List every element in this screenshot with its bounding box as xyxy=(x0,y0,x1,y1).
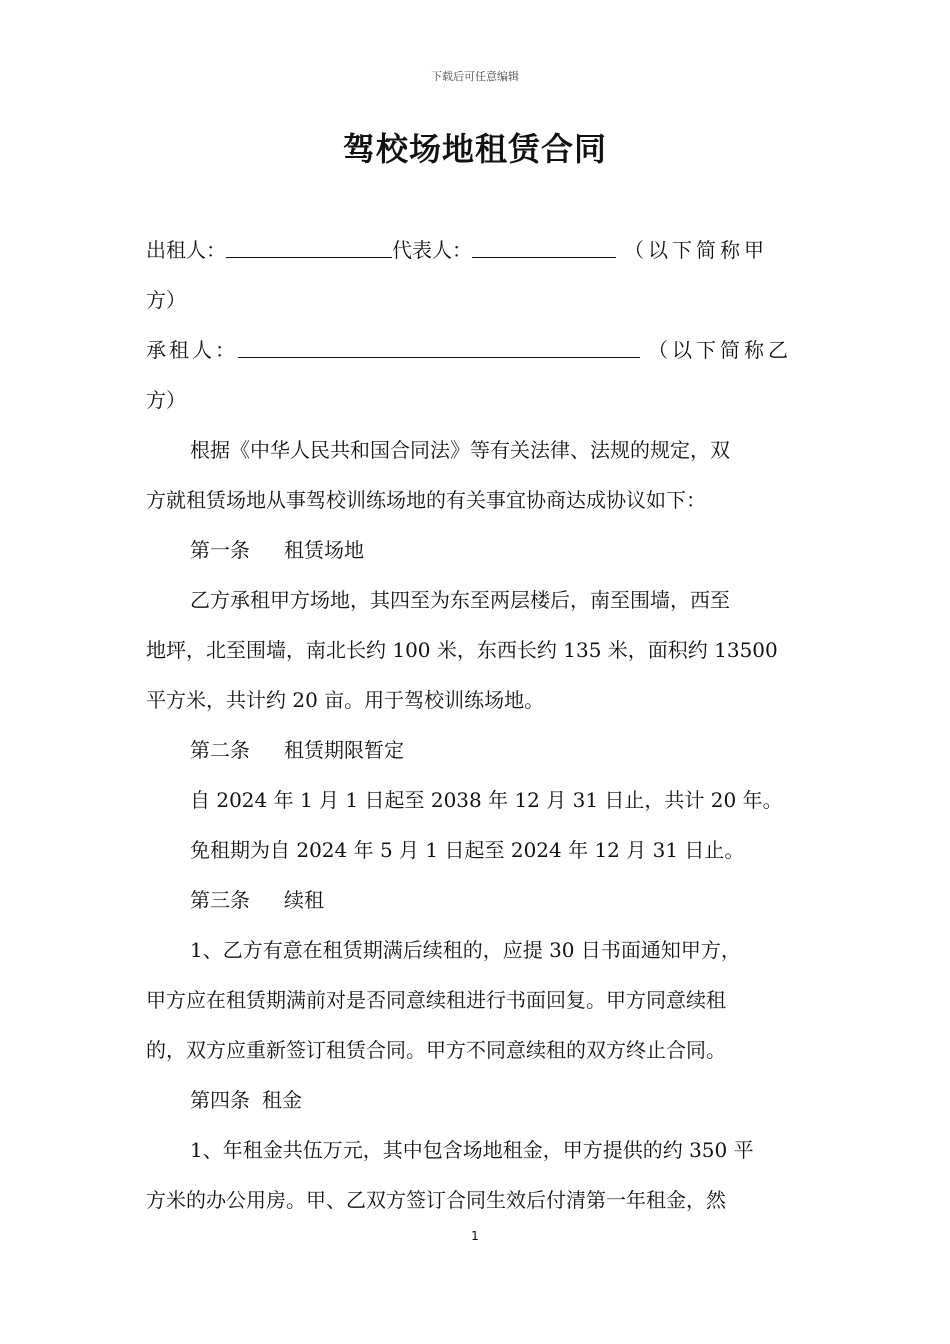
article-number: 第四条 xyxy=(190,1088,250,1112)
article-text: 乙方承租甲方场地，其四至为东至两层楼后，南至围墙，西至 xyxy=(190,588,730,612)
article-text: 自 2024 年 1 月 1 日起至 2038 年 12 月 31 日止，共计 20 年。 xyxy=(190,788,783,812)
article-text: 免租期为自 2024 年 5 月 1 日起至 2024 年 12 月 31 日止。 xyxy=(190,838,745,862)
article-text: 1、乙方有意在租赁期满后续租的，应提 30 日书面通知甲方， xyxy=(190,938,741,962)
lessor-line xyxy=(146,233,810,267)
header-note: 下载后可任意编辑 xyxy=(431,70,519,83)
article-text: 1、年租金共伍万元，其中包含场地租金，甲方提供的约 350 平 xyxy=(190,1138,754,1162)
lessee-blank[interactable] xyxy=(238,333,640,358)
party-b-end: 方） xyxy=(146,388,186,412)
article-text: 平方米，共计约 20 亩。用于驾校训练场地。 xyxy=(146,688,545,712)
lessee-label: 承租人： xyxy=(146,338,238,362)
lessor-label: 出租人： xyxy=(146,238,226,262)
representative-label: 代表人： xyxy=(392,238,472,262)
preamble-line: 方就租赁场地从事驾校训练场地的有关事宜协商达成协议如下： xyxy=(146,488,706,512)
article-name: 租金 xyxy=(262,1088,302,1112)
party-a-end: 方） xyxy=(146,288,186,312)
document-title: 驾校场地租赁合同 xyxy=(342,130,607,168)
article-name: 续租 xyxy=(284,888,324,912)
article-heading xyxy=(190,883,810,917)
article-text: 方米的办公用房。甲、乙双方签订合同生效后付清第一年租金，然 xyxy=(146,1188,726,1212)
lessor-blank[interactable] xyxy=(226,233,392,258)
lessee-line xyxy=(146,333,810,367)
article-text: 地坪，北至围墙，南北长约 100 米，东西长约 135 米，面积约 13500 xyxy=(146,638,778,662)
article-text: 的，双方应重新签订租赁合同。甲方不同意续租的双方终止合同。 xyxy=(146,1038,726,1062)
article-number: 第二条 xyxy=(190,738,250,762)
page-number: 1 xyxy=(471,1229,479,1243)
article-name: 租赁期限暂定 xyxy=(284,738,404,762)
article-name: 租赁场地 xyxy=(284,538,364,562)
party-b-suffix: （以下简称乙 xyxy=(648,338,792,362)
article-heading xyxy=(190,1083,810,1117)
article-heading xyxy=(190,733,810,767)
article-number: 第一条 xyxy=(190,538,250,562)
article-heading xyxy=(190,533,810,567)
representative-blank[interactable] xyxy=(472,233,616,258)
party-a-suffix: （以下简称甲 xyxy=(624,238,768,262)
article-number: 第三条 xyxy=(190,888,250,912)
article-text: 甲方应在租赁期满前对是否同意续租进行书面回复。甲方同意续租 xyxy=(146,988,726,1012)
preamble-line: 根据《中华人民共和国合同法》等有关法律、法规的规定，双 xyxy=(190,438,730,462)
